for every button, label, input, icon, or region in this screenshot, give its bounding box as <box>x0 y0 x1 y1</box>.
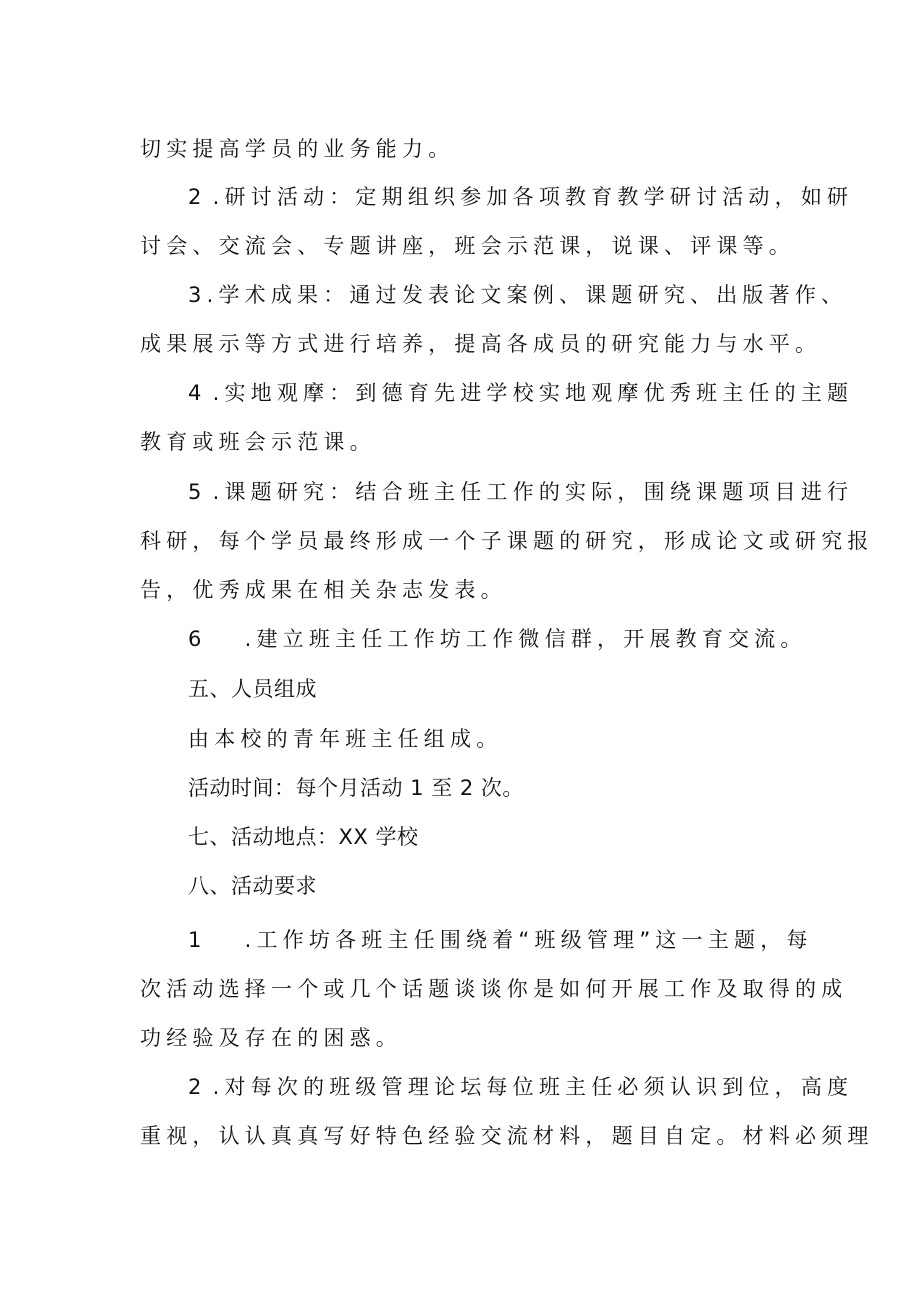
list-item-text: .对每次的班级管理论坛每位班主任必须认识到位，高度 <box>212 1075 854 1099</box>
list-item-6-line-1 <box>188 629 807 650</box>
personnel-description: 由本校的青年班主任组成。 <box>188 727 503 751</box>
requirement-2-line-2: 重视，认认真真写好特色经验交流材料，题目自定。材料必须理 <box>140 1124 874 1148</box>
list-item-4-line-2: 教育或班会示范课。 <box>140 430 376 454</box>
list-item-text: .课题研究：结合班主任工作的实际，围绕课题项目进行 <box>212 480 854 504</box>
list-item-2-line-1 <box>188 187 853 208</box>
list-number: 3 <box>188 283 207 307</box>
paragraph-continuation: 切实提高学员的业务能力。 <box>140 137 455 161</box>
list-number: 2 <box>188 185 207 209</box>
list-item-text: .研讨活动：定期组织参加各项教育教学研讨活动，如研 <box>212 185 854 209</box>
requirement-1-line-3: 功经验及存在的困惑。 <box>140 1026 402 1050</box>
requirement-1-line-2: 次活动选择一个或几个话题谈谈你是如何开展工作及取得的成 <box>140 977 848 1001</box>
list-number: 5 <box>188 480 207 504</box>
list-number: 6 <box>188 627 207 651</box>
section-heading-activity-time: 活动时间：每个月活动 1 至 2 次。 <box>188 776 524 800</box>
section-heading-personnel: 五、人员组成 <box>188 677 317 701</box>
list-item-3-line-1 <box>188 285 847 306</box>
list-number: 4 <box>188 381 207 405</box>
list-number: 2 <box>188 1075 207 1099</box>
list-item-text: .工作坊各班主任围绕着“班级管理”这一主题，每 <box>244 928 813 952</box>
list-item-2-line-2: 讨会、交流会、专题讲座，班会示范课，说课、评课等。 <box>140 234 795 258</box>
list-item-5-line-2: 科研，每个学员最终形成一个子课题的研究，形成论文或研究报 <box>140 529 874 553</box>
list-item-text: .学术成果：通过发表论文案例、课题研究、出版著作、 <box>206 283 848 307</box>
section-heading-activity-requirements: 八、活动要求 <box>188 874 317 898</box>
requirement-2-line-1 <box>188 1077 853 1098</box>
list-item-text: .实地观摩：到德育先进学校实地观摩优秀班主任的主题 <box>212 381 854 405</box>
list-item-5-line-3: 告，优秀成果在相关杂志发表。 <box>140 578 507 602</box>
list-number: 1 <box>188 928 207 952</box>
list-item-text: .建立班主任工作坊工作微信群，开展教育交流。 <box>244 627 807 651</box>
list-item-4-line-1 <box>188 383 853 404</box>
requirement-1-line-1 <box>188 930 813 951</box>
section-heading-activity-location: 七、活动地点：XX 学校 <box>188 825 419 849</box>
list-item-5-line-1 <box>188 482 853 503</box>
list-item-3-line-2: 成果展示等方式进行培养，提高各成员的研究能力与水平。 <box>140 332 822 356</box>
